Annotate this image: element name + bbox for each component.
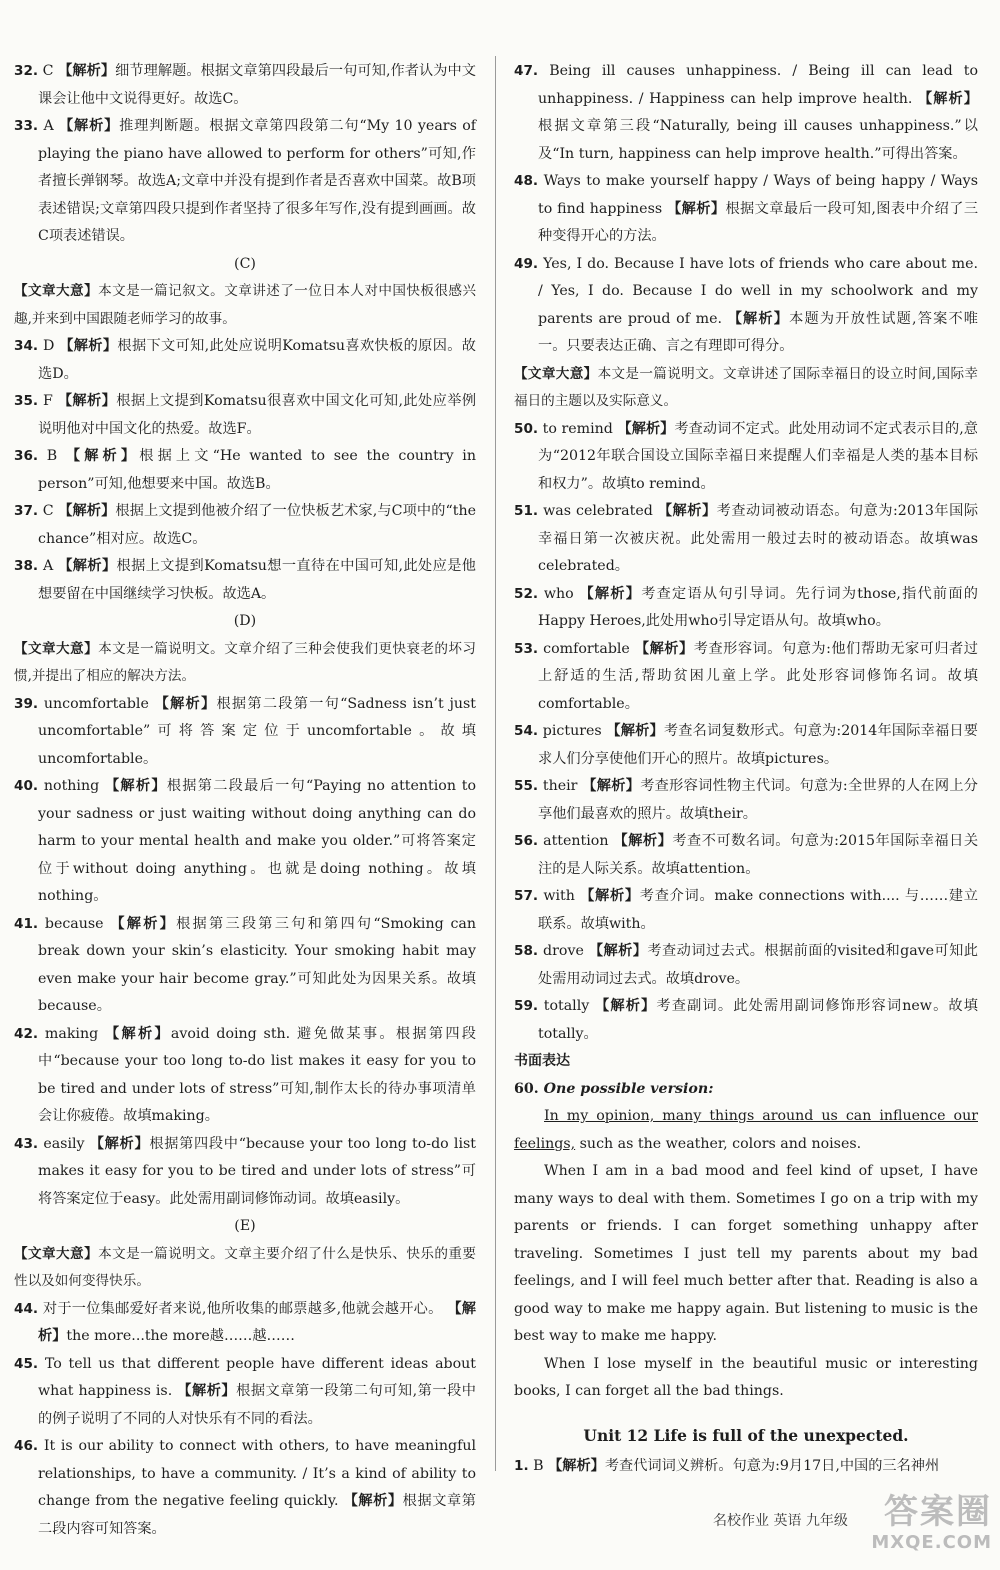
analysis-text: 本题为开放性试题,答案不唯一。只要表达正确、言之有理即可得分。 <box>538 310 978 354</box>
analysis-tag: 【解析】 <box>343 1493 403 1509</box>
question-number: 53. <box>514 640 539 657</box>
answer-item <box>514 1453 978 1481</box>
analysis-tag: 【解析】 <box>606 723 664 739</box>
analysis-tag: 【解析】 <box>657 503 717 519</box>
answer-text: easily <box>43 1135 85 1152</box>
answer-text: Yes, I do. Because I have lots of friends who care about me. / Yes, I do. Because I do well in my schoolwork and my parents are proud of me. <box>538 255 978 327</box>
answer-item <box>14 58 476 113</box>
sample-essay <box>514 1076 978 1406</box>
passage-summary <box>14 1241 476 1296</box>
column-divider <box>495 56 496 1471</box>
unit-title: Unit 12 Life is full of the unexpected. <box>583 1425 909 1445</box>
question-number: 38. <box>14 558 39 574</box>
question-number: 43. <box>14 1135 39 1152</box>
analysis-tag: 【解析】 <box>727 310 790 327</box>
answer-item <box>14 1131 476 1214</box>
analysis-text: the more...the more越……越…… <box>66 1328 295 1344</box>
answer-item <box>14 553 476 608</box>
analysis-tag: 【解析】 <box>588 943 648 959</box>
analysis-text: 考查动词过去式。根据前面的visited和gave可知此处需用动词过去式。故填drove。 <box>538 943 978 987</box>
analysis-text: 根据上文“He wanted to see the country in person”可知,他想要来中国。故选B。 <box>38 448 476 492</box>
passage-label: (D) <box>233 613 257 629</box>
analysis-tag: 【解析】 <box>548 1458 605 1474</box>
watermark-bottom: MXQE.COM <box>871 1532 992 1553</box>
answer-text: their <box>542 778 578 794</box>
question-number: 49. <box>514 255 539 272</box>
section-heading: 书面表达 <box>514 1053 570 1069</box>
analysis-tag: 【解析】 <box>579 585 642 602</box>
answer-text: It is our ability to connect with others, to have meaningful relationships, to have a community. / It’s a kind of ability to change from the negative feeling quickly. <box>38 1438 476 1509</box>
answer-item <box>514 416 978 499</box>
question-number: 56. <box>514 833 539 849</box>
answer-text: A <box>43 118 54 134</box>
essay-paragraph <box>514 1103 978 1158</box>
analysis-text: 考查形容词性物主代词。句意为:全世界的人在网上分享他们最喜欢的照片。故填their。 <box>538 778 978 822</box>
answer-text: B <box>533 1458 544 1474</box>
question-number: 39. <box>14 695 39 712</box>
question-number: 58. <box>514 943 539 959</box>
answer-item <box>514 718 978 773</box>
analysis-tag: 【解析】 <box>59 338 118 354</box>
summary-tag: 【文章大意】 <box>14 1245 99 1262</box>
analysis-text: 考查介词。make connections with.... 与……建立联系。故填with。 <box>538 888 978 932</box>
question-number: 33. <box>14 118 39 134</box>
answer-text: C <box>42 63 54 79</box>
answer-item <box>14 691 476 774</box>
summary-text: 本文是一篇记叙文。文章讲述了一位日本人对中国快板很感兴趣,并来到中国跟随老师学习的故事。 <box>14 283 476 327</box>
question-number: 51. <box>514 503 539 519</box>
analysis-tag: 【解析】 <box>594 998 657 1014</box>
analysis-text: 根据第二段最后一句“Paying no attention to your sadness or just waiting without doing anything can do harm to your mental health and make you older.”可将答案定位于without doing anything。也就是doing nothing。故填nothing。 <box>38 778 476 904</box>
analysis-text: 考查形容词。句意为:他们帮助无家可归者过上舒适的生活,帮助贫困儿童上学。此处形容词修饰名词。故填comfortable。 <box>538 640 978 712</box>
analysis-text: 考查动词不定式。此处用动词不定式表示目的,意为“2012年联合国设立国际幸福日来提醒人们幸福是人类的基本目标和权力”。故填to remind。 <box>538 420 978 492</box>
analysis-text: 考查名词复数形式。句意为:2014年国际幸福日要求人们分享使他们开心的照片。故填pictures。 <box>538 723 978 767</box>
analysis-text: 根据上文提到Komatsu很喜欢中国文化可知,此处应举例说明他对中国文化的热爱。故选F。 <box>38 393 477 437</box>
answer-item <box>14 443 476 498</box>
analysis-tag: 【解析】 <box>110 915 177 932</box>
analysis-tag: 【解析】 <box>104 1025 171 1042</box>
analysis-tag: 【解析】 <box>613 833 673 849</box>
analysis-text: 根据文章第二段内容可知答案。 <box>38 1493 476 1537</box>
analysis-text: 根据第四段中“because your too long to-do list makes it easy for you to be tired and under lots of stress”可将答案定位于easy。此处需用副词修饰动词。故填easily。 <box>38 1135 476 1207</box>
answer-item <box>514 993 978 1048</box>
analysis-tag: 【解析】 <box>617 420 675 437</box>
analysis-text: 推理判断题。根据文章第四段第二句“My 10 years of playing the piano have allowed to perform for others”可知,作者擅长弹钢琴。故选A;文章中并没有提到作者是否喜欢中国菜。故B项表述错误;文章第四段只提到作者坚持了很多年写作,没有提到画画。故C项表述错误。 <box>38 118 476 244</box>
question-number: 44. <box>14 1300 39 1317</box>
analysis-tag: 【解析】 <box>38 1300 476 1344</box>
question-number: 37. <box>14 503 39 519</box>
essay-text: such as the weather, colors and noises. <box>575 1135 862 1152</box>
answer-item <box>14 498 476 553</box>
analysis-text: 考查动词被动语态。句意为:2013年国际幸福日第一次被庆祝。此处需用一般过去时的被动语态。故填was celebrated。 <box>538 503 979 574</box>
question-number: 34. <box>14 338 39 354</box>
answer-item <box>514 251 978 361</box>
analysis-tag: 【解析】 <box>58 503 116 519</box>
answer-text: with <box>543 888 575 904</box>
question-number: 48. <box>514 173 539 189</box>
analysis-text: 根据上文提到他被介绍了一位快板艺术家,与C项中的“the chance”相对应。故选C。 <box>38 503 476 547</box>
analysis-tag: 【解析】 <box>918 90 978 107</box>
answer-text: uncomfortable <box>43 695 149 712</box>
analysis-text: 考查代词词义辨析。句意为:9月17日,中国的三名神州 <box>604 1458 940 1474</box>
question-number: 45. <box>14 1355 39 1372</box>
answer-text: who <box>543 585 574 602</box>
analysis-text: 考查副词。此处需用副词修饰形容词new。故填totally。 <box>538 998 978 1042</box>
summary-tag: 【文章大意】 <box>14 283 99 299</box>
analysis-tag: 【解析】 <box>89 1135 150 1152</box>
analysis-tag: 【解析】 <box>104 778 167 794</box>
analysis-tag: 【解析】 <box>65 448 140 464</box>
question-number: 52. <box>514 585 539 602</box>
question-number: 40. <box>14 778 39 794</box>
answer-item <box>514 168 978 251</box>
answer-text: making <box>44 1025 99 1042</box>
answer-item <box>14 388 476 443</box>
question-number: 32. <box>14 63 39 79</box>
essay-title <box>514 1076 978 1104</box>
answer-item <box>14 911 476 1021</box>
page-footer: 名校作业 英语 九年级 <box>713 1513 848 1529</box>
question-number: 59. <box>514 998 539 1014</box>
question-number: 57. <box>514 888 539 904</box>
answer-item <box>14 1351 476 1434</box>
analysis-text: 根据文章第一段第二句可知,第一段中的例子说明了不同的人对快乐有不同的看法。 <box>38 1383 476 1427</box>
answer-item <box>514 58 978 168</box>
answer-text: To tell us that different people have different ideas about what happiness is. <box>38 1355 476 1399</box>
question-number: 1. <box>514 1458 529 1474</box>
summary-tag: 【文章大意】 <box>14 640 99 657</box>
answer-text: F <box>43 393 53 409</box>
essay-paragraph: When I am in a bad mood and feel kind of upset, I have many ways to deal with them. Sometimes I go on a trip with my parents or friends. I can forget something unhappy after traveling. Sometimes I just tell my parents about my bad feelings, and I will feel much better after that. Reading is also a good way to make me happy again. But listening to music is the best way to make me happy. <box>514 1163 978 1344</box>
analysis-text: 细节理解题。根据文章第四段最后一句可知,作者认为中文课会让他中文说得更好。故选C。 <box>38 63 476 107</box>
answer-text: attention <box>543 833 609 849</box>
answer-text: comfortable <box>543 640 630 657</box>
answer-item <box>14 1433 476 1543</box>
essay-paragraph: When I lose myself in the beautiful music or interesting books, I can forget all the bad things. <box>514 1355 978 1399</box>
analysis-text: 根据文章第三段“Naturally, being ill causes unhappiness.”以及“In turn, happiness can help improve health.”可得出答案。 <box>538 118 978 162</box>
summary-text: 本文是一篇说明文。文章主要介绍了什么是快乐、快乐的重要性以及如何变得快乐。 <box>14 1245 476 1289</box>
answer-text: pictures <box>542 723 602 739</box>
analysis-text: 根据第三段第三句和第四句“Smoking can break down your skin’s elasticity. Your smoking habit may even make your hair become gray.”可知此处为因果关系。故填because。 <box>38 915 476 1014</box>
analysis-tag: 【解析】 <box>580 888 640 904</box>
passage-label: (C) <box>234 255 256 272</box>
question-number: 54. <box>514 723 539 739</box>
question-number: 60. <box>514 1080 539 1097</box>
analysis-tag: 【解析】 <box>154 695 217 712</box>
right-column <box>514 58 978 1481</box>
watermark-logo <box>822 1492 992 1562</box>
analysis-text: 根据文章最后一段可知,图表中介绍了三种变得开心的方法。 <box>538 200 979 244</box>
analysis-text: 考查定语从句引导词。先行词为those,指代前面的Happy Heroes,此处用who引导定语从句。故填who。 <box>538 585 978 629</box>
question-number: 41. <box>14 915 39 932</box>
passage-summary <box>14 278 476 333</box>
essay-topic-sentence: In my opinion, many things around us can influence our feelings, <box>514 1108 978 1152</box>
answer-item <box>514 636 978 719</box>
answer-text: because <box>44 915 104 932</box>
question-number: 46. <box>14 1438 39 1454</box>
analysis-tag: 【解析】 <box>58 558 117 574</box>
answer-item <box>14 1021 476 1131</box>
analysis-text: 考查不可数名词。句意为:2015年国际幸福日关注的是人际关系。故填attention。 <box>538 833 979 877</box>
analysis-tag: 【解析】 <box>634 640 694 657</box>
answer-text: A <box>43 558 54 574</box>
analysis-text: 根据第二段第一句“Sadness isn’t just uncomfortable”可将答案定位于uncomfortable。故填uncomfortable。 <box>38 695 476 767</box>
question-number: 42. <box>14 1025 39 1042</box>
answer-text: to remind <box>542 420 613 437</box>
answer-item <box>514 581 978 636</box>
essay-version-label: One possible version: <box>543 1080 714 1097</box>
passage-summary <box>14 636 476 691</box>
analysis-tag: 【解析】 <box>177 1383 237 1399</box>
answer-text: B <box>46 448 58 464</box>
answer-item <box>514 883 978 938</box>
answer-text: 对于一位集邮爱好者来说,他所收集的邮票越多,他就会越开心。 <box>42 1300 443 1317</box>
answer-item <box>14 113 476 251</box>
answer-text: Ways to make yourself happy / Ways of being happy / Ways to find happiness <box>538 173 978 217</box>
answer-text: Being ill causes unhappiness. / Being ill can lead to unhappiness. / Happiness can help improve health. <box>538 63 979 107</box>
answer-item <box>14 333 476 388</box>
answer-item <box>514 498 978 581</box>
answer-item <box>514 773 978 828</box>
question-number: 50. <box>514 420 539 437</box>
answer-item <box>14 1296 476 1351</box>
answer-text: C <box>42 503 54 519</box>
answer-item <box>514 938 978 993</box>
summary-text: 本文是一篇说明文。文章介绍了三种会使我们更快衰老的坏习惯,并提出了相应的解决方法。 <box>14 640 476 684</box>
question-number: 36. <box>14 448 39 464</box>
summary-tag: 【文章大意】 <box>514 365 598 382</box>
analysis-tag: 【解析】 <box>582 778 641 794</box>
left-column <box>14 58 476 1543</box>
answer-item <box>14 773 476 911</box>
answer-text: totally <box>543 998 590 1014</box>
summary-text: 本文是一篇说明文。文章讲述了国际幸福日的设立时间,国际幸福日的主题以及实际意义。 <box>514 365 978 409</box>
answer-text: nothing <box>43 778 100 794</box>
question-number: 55. <box>514 778 539 794</box>
answer-text: D <box>42 338 55 354</box>
passage-summary <box>514 361 978 416</box>
passage-label: (E) <box>234 1218 256 1234</box>
watermark-top: 答案圈 <box>884 1492 992 1532</box>
analysis-tag: 【解析】 <box>667 200 726 217</box>
analysis-text: 根据上文提到Komatsu想一直待在中国可知,此处应是他想要留在中国继续学习快板。故选A。 <box>38 558 476 602</box>
analysis-tag: 【解析】 <box>58 63 116 79</box>
answer-item <box>514 828 978 883</box>
answer-text: was celebrated <box>543 503 653 519</box>
question-number: 47. <box>514 63 539 79</box>
analysis-text: 根据下文可知,此处应说明Komatsu喜欢快板的原因。故选D。 <box>38 338 476 382</box>
answer-text: drove <box>543 943 584 959</box>
analysis-tag: 【解析】 <box>57 393 117 409</box>
analysis-text: avoid doing sth. 避免做某事。根据第四段中“because your too long to-do list makes it easy for you to be tired and under lots of stress”可知,制作太长的待办事项清单会让你疲倦。故填making。 <box>38 1025 476 1124</box>
analysis-tag: 【解析】 <box>59 118 120 134</box>
question-number: 35. <box>14 393 39 409</box>
